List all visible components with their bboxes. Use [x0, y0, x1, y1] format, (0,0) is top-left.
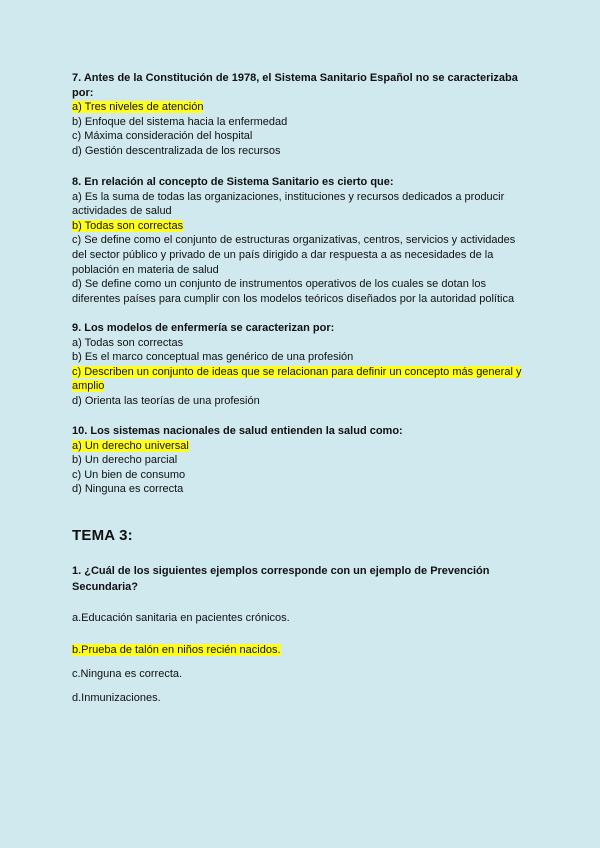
answer-option: b) Es el marco conceptual mas genérico de una profesión — [72, 351, 354, 364]
answer-option: d) Ninguna es correcta — [72, 483, 184, 496]
section-heading: TEMA 3: — [72, 527, 133, 544]
answer-option: d) Se define como un conjunto de instrumentos operativos de los cuales se dotan los diferentes países para cumplir con los modelos teóricos diseñados por la autoridad política — [72, 278, 515, 305]
answer-option: c.Ninguna es correcta. — [72, 668, 183, 680]
answer-option-highlighted: b) Todas son correctas — [72, 219, 184, 232]
question-text: 8. En relación al concepto de Sistema Sanitario es cierto que: — [72, 176, 394, 188]
question-text: 7. Antes de la Constitución de 1978, el Sistema Sanitario Español no se caracterizaba por: — [72, 72, 518, 99]
answer-option-highlighted: c) Describen un conjunto de ideas que se relacionan para definir un concepto más general y amplio — [72, 365, 522, 393]
answer-option: b) Enfoque del sistema hacia la enfermedad — [72, 115, 288, 128]
answer-option-highlighted: a) Un derecho universal — [72, 439, 189, 452]
question-text: 9. Los modelos de enfermería se caracterizan por: — [72, 322, 335, 334]
answer-option: a) Todas son correctas — [72, 336, 184, 349]
question-9 — [72, 321, 530, 409]
answer-option: a.Educación sanitaria en pacientes crónicos. — [72, 612, 290, 624]
question-7 — [72, 71, 530, 159]
question-8 — [72, 175, 530, 306]
answer-option: b) Un derecho parcial — [72, 454, 178, 467]
answer-option: d.Inmunizaciones. — [72, 692, 161, 704]
answer-option: c) Se define como el conjunto de estructuras organizativas, centros, servicios y actividades del sector público y privado de un país dirigido a dar respuesta a as necesidades de la población en materia de salud — [72, 234, 516, 276]
answer-option: d) Orienta las teorías de una profesión — [72, 394, 260, 407]
answer-option: c) Máxima consideración del hospital — [72, 130, 253, 143]
answer-option-highlighted: b.Prueba de talón en niños recién nacidos. — [72, 644, 281, 656]
question-10 — [72, 424, 530, 497]
answer-option-highlighted: a) Tres niveles de atención — [72, 101, 204, 114]
question-text: 10. Los sistemas nacionales de salud entienden la salud como: — [72, 425, 403, 437]
answer-option: a) Es la suma de todas las organizaciones, instituciones y recursos dedicados a producir actividades de salud — [72, 190, 505, 218]
question-text: 1. ¿Cuál de los siguientes ejemplos corresponde con un ejemplo de Prevención Secundaria? — [72, 565, 490, 593]
answer-option: d) Gestión descentralizada de los recursos — [72, 144, 281, 157]
answer-option: c) Un bien de consumo — [72, 468, 186, 481]
